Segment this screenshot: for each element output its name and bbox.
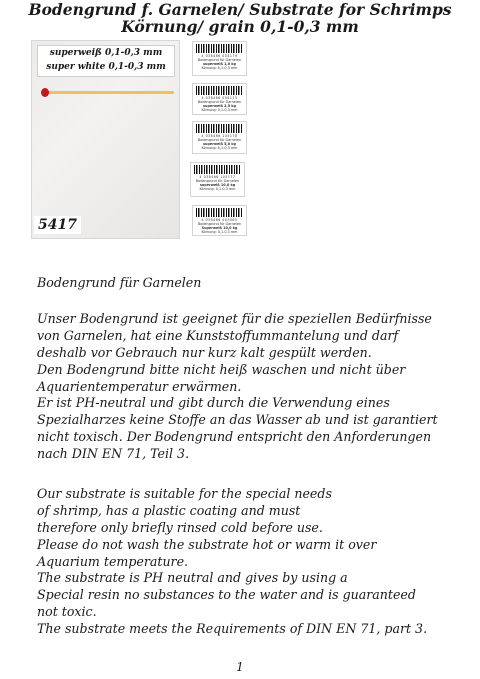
barcode-icon [196,86,243,95]
barcode-grain: Körnung: 0,1-0,3 mm [201,66,238,70]
barcode-label [192,121,247,154]
document-subtitle: Körnung/ grain 0,1-0,3 mm [121,17,359,36]
barcode-weight: superweiß 1,0 kg [203,62,236,66]
text-line: The substrate is PH neutral and gives by using a [37,570,348,586]
barcode-icon [196,208,243,217]
english-description [37,486,447,638]
photo-label [37,45,175,77]
barcode-weight: superweiß 5,0 kg [203,142,236,146]
match-stick [44,91,174,94]
text-line: nicht toxisch. Der Bodengrund entspricht den Anforderungen [37,429,432,445]
page-number: 1 [236,660,244,674]
text-line: Our substrate is suitable for the special needs [37,486,332,501]
photo-label-german: superweiß 0,1-0,3 mm [49,48,163,58]
barcode-grain: Körnung: 0,1-0,3 mm [201,146,238,150]
text-line: Er ist PH-neutral und gibt durch die Verwendung eines [37,395,390,411]
barcode-label [192,205,247,236]
text-line: therefore only briefly rinsed cold before use. [37,519,323,535]
barcode-number: 4 038466 105178 [201,134,238,138]
barcode-product: Bodengrund für Garnelen [197,138,242,142]
barcode-product: Bodengrund für Garnelen [197,222,242,226]
barcode-product: Bodengrund für Garnelen [197,58,242,62]
barcode-label [192,41,247,76]
barcode-product: Bodengrund für Garnelen [195,179,240,183]
barcode-grain: Körnung: 0,1-0,3 mm [201,108,238,112]
barcode-grain: Körnung: 0,1-0,3 mm [199,187,236,191]
photo-label-english: super white 0,1-0,3 mm [46,62,166,72]
barcode-weight: superweiß 10,0 kg [199,183,236,187]
text-line: von Garnelen, hat eine Kunststoffummantelung und darf [37,327,399,343]
barcode-number: 4 038466 003085 [201,218,238,222]
barcode-icon [196,44,243,53]
barcode-weight: Superweiß 10,0 kg [201,226,238,230]
barcode-number: 4 038466 056173 [201,96,238,100]
text-line: not toxic. [37,604,97,620]
barcode-grain: Körnung: 0,1-0,3 mm [201,230,238,234]
text-line: of shrimp, has a plastic coating and must [37,502,301,518]
text-line: Special resin no substances to the water and is guaranteed [37,587,416,603]
text-line: Den Bodengrund bitte nicht heiß waschen und nicht über [37,361,406,377]
barcode-product: Bodengrund für Garnelen [197,100,242,104]
text-line: Please do not wash the substrate hot or warm it over [37,536,377,552]
barcode-weight: superweiß 2,5 kg [203,104,236,108]
text-line: Aquarientemperatur erwärmen. [37,378,242,394]
text-line: Unser Bodengrund ist geeignet für die speziellen Bedürfnisse [37,311,432,326]
barcode-icon [196,124,243,133]
text-line: The substrate meets the Requirements of DIN EN 71, part 3. [37,621,428,637]
match-head [41,88,49,97]
barcode-number: 4 038466 105177 [199,175,236,179]
german-description [37,311,447,463]
barcode-label [192,83,247,115]
text-line: Spezialharzes keine Stoffe an das Wasser ab und ist garantiert [37,412,438,428]
product-photo [31,40,180,239]
document-title: Bodengrund f. Garnelen/ Substrate for Schrimps [28,0,452,19]
section-heading: Bodengrund für Garnelen [37,275,202,290]
text-line: Aquarium temperature. [37,553,189,569]
text-line: deshalb vor Gebrauch nur kurz kalt gespült werden. [37,344,372,360]
text-line: nach DIN EN 71, Teil 3. [37,446,190,462]
barcode-label [190,162,245,197]
barcode-icon [194,165,241,174]
barcode-number: 4 038466 054179 [201,54,238,58]
article-number: 5417 [34,216,81,234]
